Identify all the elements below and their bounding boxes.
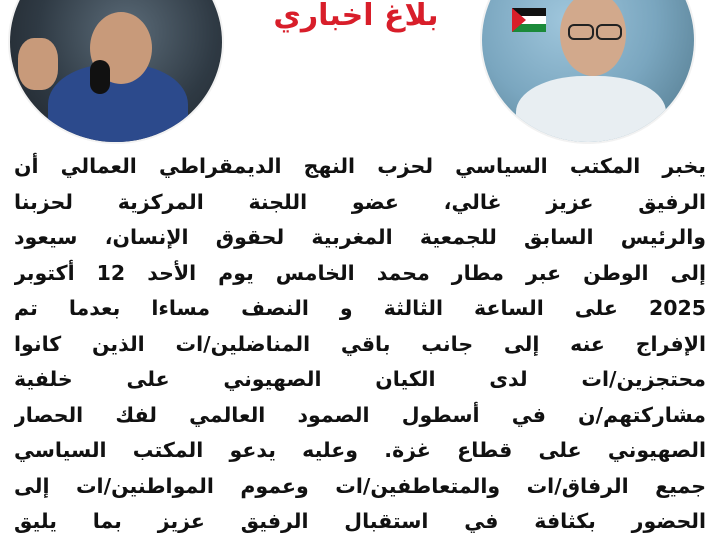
- glasses-icon: [568, 24, 594, 40]
- statement-line: محتجزين/ات لدى الكيان الصهيوني على خلفية: [14, 367, 706, 391]
- statement-text: [14, 149, 706, 540]
- glasses-icon: [596, 24, 622, 40]
- speaker-photo-right: [482, 0, 694, 142]
- statement-line: الإفراج عنه إلى جانب باقي المناضلين/ات الذين كانوا: [14, 331, 706, 356]
- statement-line: جميع الرفاق/ات والمتعاطفين/ات وعموم المواطنين/ات إلى: [14, 473, 706, 498]
- statement-line: الرفيق عزيز غالي، عضو اللجنة المركزية لحزبنا: [14, 189, 706, 214]
- statement-line: الحضور بكثافة في استقبال الرفيق عزيز بما يليق: [14, 509, 706, 533]
- header-banner: [0, 0, 720, 145]
- shirt-shape: [516, 76, 666, 142]
- page-title: بلاغ اخباري: [273, 0, 439, 33]
- statement-line: يخبر المكتب السياسي لحزب النهج الديمقراطي العمالي أن: [14, 154, 706, 178]
- statement-line: الصهيوني على قطاع غزة. وعليه يدعو المكتب السياسي: [14, 438, 706, 462]
- statement-line: والرئيس السابق للجمعية المغربية لحقوق الإنسان، سيعود: [14, 225, 706, 249]
- speaker-photo-left: [10, 0, 222, 142]
- hand-shape: [18, 38, 58, 90]
- microphone-icon: [90, 60, 110, 94]
- statement-line: 2025 على الساعة الثالثة و النصف مساءا بعدما تم: [14, 296, 706, 320]
- statement-line: إلى الوطن عبر مطار محمد الخامس يوم الأحد 12 أكتوبر: [14, 260, 706, 285]
- statement-line: مشاركتهم/ن في أسطول الصمود العالمي لفك الحصار: [14, 402, 706, 427]
- flag-triangle: [512, 8, 526, 32]
